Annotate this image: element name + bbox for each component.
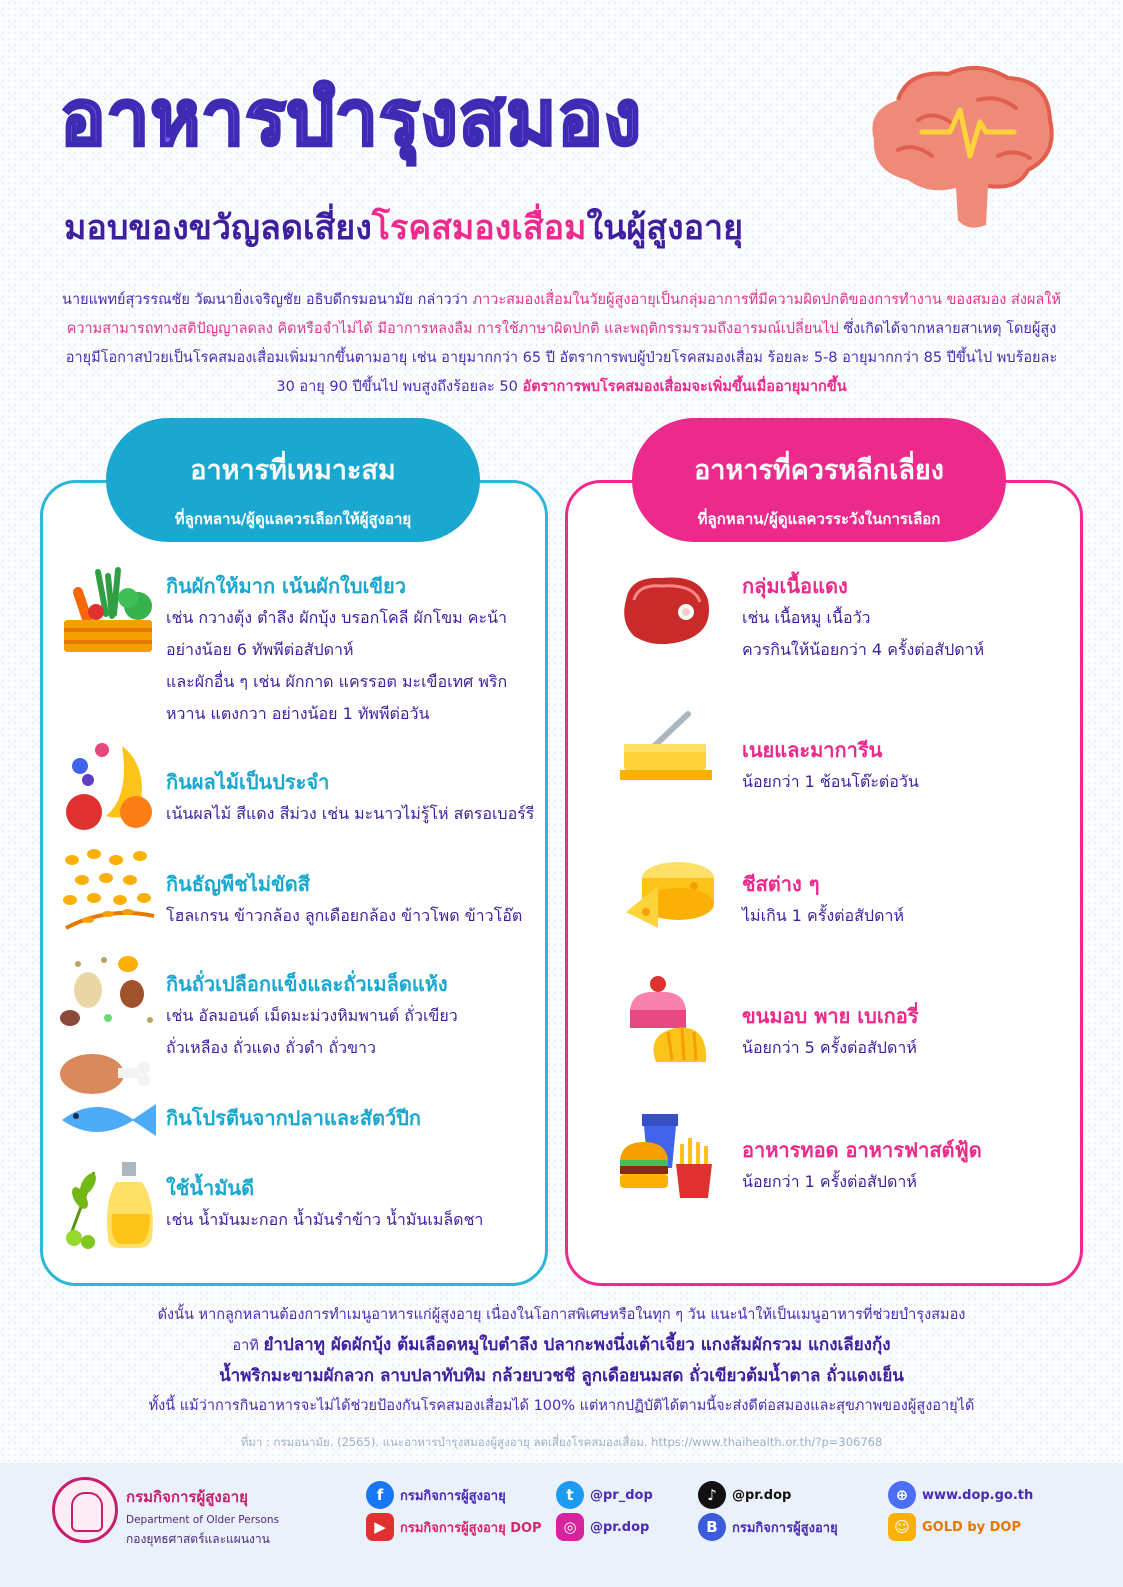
good-item-line: และผักอื่น ๆ เช่น ผักกาด แครรอต มะเขือเทศ พริก xyxy=(166,672,508,691)
good-food-header xyxy=(106,418,480,542)
department-seal-logo xyxy=(52,1477,118,1543)
avoid-item-title: ชีสต่าง ๆ xyxy=(742,872,820,896)
twitter-link[interactable] xyxy=(556,1481,653,1509)
facebook-label: กรมกิจการผู้สูงอายุ xyxy=(400,1488,506,1504)
twitter-label: @pr_dop xyxy=(590,1487,653,1503)
page-title: อาหารบำรุงสมอง xyxy=(60,73,642,162)
conclusion-line-2 xyxy=(40,1330,1083,1361)
butter-icon xyxy=(618,708,718,788)
blockdit-label: กรมกิจการผู้สูงอายุ xyxy=(732,1520,838,1536)
avoid-item-line: น้อยกว่า 5 ครั้งต่อสัปดาห์ xyxy=(742,1038,917,1057)
avoid-food-heading: อาหารที่ควรหลีกเลี่ยง xyxy=(694,455,944,486)
avoid-food-header xyxy=(632,418,1006,542)
website-label: www.dop.go.th xyxy=(922,1487,1034,1503)
conclusion-line-1: ดังนั้น หากลูกหลานต้องการทำเมนูอาหารแก่ผู้สูงอายุ เนื่องในโอกาสพิเศษหรือในทุก ๆ วัน แนะนำให้เป็นเมนูอาหารที่ช่วยบำรุงสมอง xyxy=(157,1307,966,1323)
conclusion-line-2-prefix: อาทิ xyxy=(232,1338,264,1354)
avoid-item-title: เนยและมาการีน xyxy=(742,738,883,762)
facebook-link[interactable] xyxy=(366,1481,506,1509)
avoid-item-title: อาหารทอด อาหารฟาสต์ฟู้ด xyxy=(742,1138,982,1162)
conclusion-menu-2: น้ำพริกมะขามผักลวก ลาบปลาทับทิม กล้วยบวชชี ลูกเดือยนมสด ถั่วเขียวต้มน้ำตาล ถั่วแดงเย็น xyxy=(219,1366,904,1386)
avoid-item-fast-food xyxy=(742,1134,982,1198)
youtube-label: กรมกิจการผู้สูงอายุ DOP xyxy=(400,1520,542,1536)
intro-text-2: ซึ่งเกิดได้จากหลายสาเหตุ โดยผู้สูงอายุมีโอกาสป่วยเป็นโรคสมองเสื่อมเพิ่มมากขึ้นตามอายุ เช่น อายุมากกว่า 65 ปี อัตราการพบผู้ป่วยโรคสมองเสื่อม ร้อยละ 5-8 อายุมากกว่า 85 ปีขึ้นไป พบร้อยละ 30 อายุ 90 ปีขึ้นไป พบสูงถึงร้อยละ 50 xyxy=(65,321,1058,395)
intro-text-emphasis: อัตราการพบโรคสมองเสื่อมจะเพิ่มขึ้นเมื่ออายุมากขึ้น xyxy=(522,379,847,395)
good-item-vegetables xyxy=(166,570,507,730)
tiktok-icon: ♪ xyxy=(698,1481,726,1509)
good-item-fruits xyxy=(166,766,534,830)
reference-source: ที่มา : กรมอนามัย. (2565). แนะอาหารบำรุงสมองผู้สูงอายุ ลดเสี่ยงโรคสมองเสื่อม. https://www.thaihealth.or.th/?p=306768 xyxy=(240,1435,883,1449)
vegetables-icon xyxy=(58,566,158,656)
cheese-icon xyxy=(618,856,718,932)
subtitle-highlight: โรคสมองเสื่อม xyxy=(371,208,587,248)
subtitle-suffix: ในผู้สูงอายุ xyxy=(586,208,744,248)
instagram-link[interactable] xyxy=(556,1513,649,1541)
avoid-item-line: น้อยกว่า 1 ครั้งต่อสัปดาห์ xyxy=(742,1172,917,1191)
good-item-line: เน้นผลไม้ สีแดง สีม่วง เช่น มะนาวไม่รู้โห่ สตรอเบอร์รี xyxy=(166,804,535,823)
good-food-subheading: ที่ลูกหลาน/ผู้ดูแลควรเลือกให้ผู้สูงอายุ xyxy=(174,510,412,528)
gold-app-label: GOLD by DOP xyxy=(922,1519,1021,1535)
blockdit-link[interactable] xyxy=(698,1513,838,1541)
olive-oil-icon xyxy=(58,1158,158,1250)
gold-app-icon: ☺ xyxy=(888,1513,916,1541)
footer-organization xyxy=(126,1485,279,1549)
good-item-line: เช่น อัลมอนด์ เม็ดมะม่วงหิมพานต์ ถั่วเขียว xyxy=(166,1006,458,1025)
grains-icon xyxy=(58,846,158,932)
avoid-food-subheading: ที่ลูกหลาน/ผู้ดูแลควรระวังในการเลือก xyxy=(697,510,941,528)
good-item-title: กินถั่วเปลือกแข็งและถั่วเมล็ดแห้ง xyxy=(166,972,448,996)
good-item-line: ถั่วเหลือง ถั่วแดง ถั่วดำ ถั่วขาว xyxy=(166,1038,376,1057)
fast-food-icon xyxy=(616,1108,716,1200)
good-item-nuts xyxy=(166,968,458,1064)
youtube-icon: ▶ xyxy=(366,1513,394,1541)
good-item-protein xyxy=(166,1102,421,1134)
page-subtitle xyxy=(64,200,964,254)
good-item-title: ใช้น้ำมันดี xyxy=(166,1176,255,1200)
avoid-item-red-meat xyxy=(742,570,984,666)
good-item-line: เช่น น้ำมันมะกอก น้ำมันรำข้าว น้ำมันเมล็ดชา xyxy=(166,1210,484,1229)
red-meat-icon xyxy=(616,570,716,650)
tiktok-label: @pr.dop xyxy=(732,1487,792,1503)
conclusion xyxy=(40,1300,1083,1421)
org-name-en: Department of Older Persons xyxy=(126,1514,280,1526)
fruits-icon xyxy=(58,736,158,832)
twitter-icon: t xyxy=(556,1481,584,1509)
avoid-item-line: น้อยกว่า 1 ช้อนโต๊ะต่อวัน xyxy=(742,772,919,791)
footer xyxy=(0,1463,1123,1587)
good-item-grains xyxy=(166,868,522,932)
good-item-line: โฮลเกรน ข้าวกล้อง ลูกเดือยกล้อง ข้าวโพด ข้าวโอ๊ต xyxy=(166,906,523,925)
website-link[interactable] xyxy=(888,1481,1033,1509)
good-item-oil xyxy=(166,1172,483,1236)
org-division: กองยุทธศาสตร์และแผนงาน xyxy=(126,1532,270,1546)
avoid-item-line: ไม่เกิน 1 ครั้งต่อสัปดาห์ xyxy=(742,906,904,925)
gold-app-link[interactable] xyxy=(888,1513,1021,1541)
avoid-item-bakery xyxy=(742,1000,919,1064)
avoid-item-line: ควรกินให้น้อยกว่า 4 ครั้งต่อสัปดาห์ xyxy=(742,640,985,659)
org-name-th: กรมกิจการผู้สูงอายุ xyxy=(126,1488,248,1506)
bakery-icon xyxy=(616,970,716,1066)
facebook-icon: f xyxy=(366,1481,394,1509)
nuts-icon xyxy=(58,950,158,1032)
good-item-line: หวาน แตงกวา อย่างน้อย 1 ทัพพีต่อวัน xyxy=(166,704,430,723)
instagram-icon: ◎ xyxy=(556,1513,584,1541)
good-food-heading: อาหารที่เหมาะสม xyxy=(190,455,396,486)
youtube-link[interactable] xyxy=(366,1513,542,1541)
intro-text-1: นายแพทย์สุวรรณชัย วัฒนายิ่งเจริญชัย อธิบดีกรมอนามัย กล่าวว่า xyxy=(62,292,473,308)
conclusion-line-4: ทั้งนี้ แม้ว่าการกินอาหารจะไม่ได้ช่วยป้องกันโรคสมองเสื่อมได้ 100% แต่หากปฏิบัติได้ตามนี้จะส่งดีต่อสมองและสุขภาพของผู้สูงอายุได้ xyxy=(148,1398,975,1414)
intro-paragraph xyxy=(60,286,1063,402)
instagram-label: @pr.dop xyxy=(590,1519,650,1535)
globe-icon: ⊕ xyxy=(888,1481,916,1509)
blockdit-icon: B xyxy=(698,1513,726,1541)
good-item-title: กินธัญพืชไม่ขัดสี xyxy=(166,872,310,896)
avoid-item-title: ขนมอบ พาย เบเกอรี่ xyxy=(742,1004,919,1028)
avoid-item-cheese xyxy=(742,868,904,932)
tiktok-link[interactable] xyxy=(698,1481,791,1509)
intro-text-highlight: ภาวะสมองเสื่อมในวัยผู้สูงอายุเป็นกลุ่มอาการที่มีความผิดปกติของการทำงาน ของสมอง ส่งผลให้ความสามารถทางสติปัญญาลดลง คิดหรือจำไม่ได้ มีอาการหลงลืม การใช้ภาษาผิดปกติ และพฤติกรรมรวมถึงอารมณ์เปลี่ยนไป xyxy=(66,292,1061,337)
avoid-item-line: เช่น เนื้อหมู เนื้อวัว xyxy=(742,608,871,627)
avoid-item-title: กลุ่มเนื้อแดง xyxy=(742,574,848,598)
chicken-icon xyxy=(56,1050,160,1144)
good-item-title: กินโปรตีนจากปลาและสัตว์ปีก xyxy=(166,1106,421,1130)
brain-icon xyxy=(858,60,1058,240)
good-item-title: กินผักให้มาก เน้นผักใบเขียว xyxy=(166,574,406,598)
good-item-line: อย่างน้อย 6 ทัพพีต่อสัปดาห์ xyxy=(166,640,354,659)
subtitle-prefix: มอบของขวัญลดเสี่ยง xyxy=(64,208,372,248)
good-item-title: กินผลไม้เป็นประจำ xyxy=(166,770,330,794)
conclusion-menu-1: ยำปลาทู ผัดผักบุ้ง ต้มเลือดหมูใบตำลึง ปลากะพงนึ่งเต้าเจี้ยว แกงส้มผักรวม แกงเลียงกุ้ง xyxy=(263,1335,891,1355)
good-item-line: เช่น กวางตุ้ง ตำลึง ผักบุ้ง บรอกโคลี ผักโขม คะน้า xyxy=(166,608,507,627)
avoid-item-butter xyxy=(742,734,919,798)
